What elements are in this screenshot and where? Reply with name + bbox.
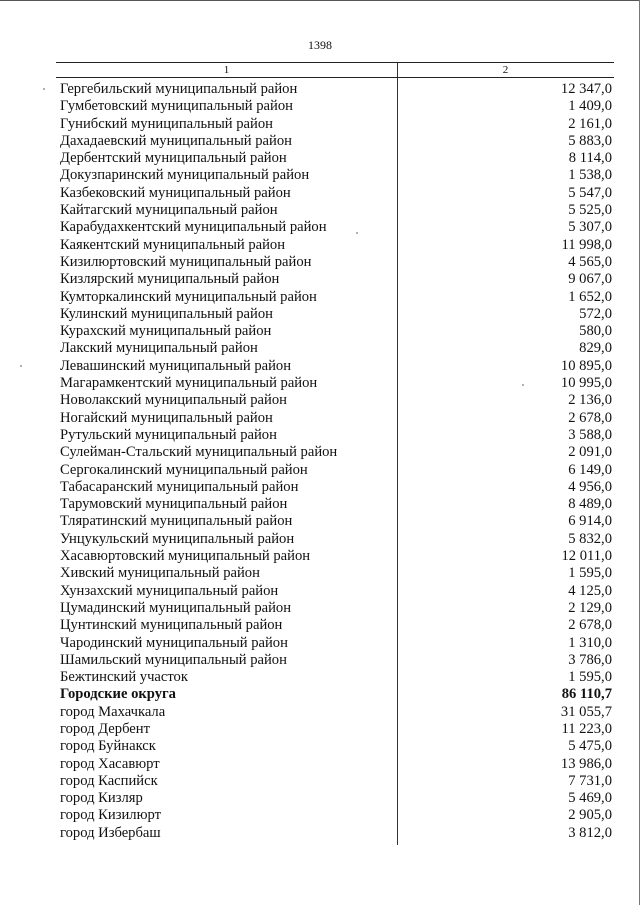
row-value: 11 998,0 [561,236,612,253]
row-value: 5 525,0 [568,202,612,219]
table-row [56,721,614,738]
row-name: Гергебильский муниципальный район [60,81,298,97]
table-row [56,565,614,582]
table-row [56,81,614,98]
table-row [56,738,614,755]
table-row [56,392,614,409]
row-name: Унцукульский муниципальный район [60,530,295,547]
row-name: Городские округа [60,686,176,703]
row-name: Хасавюртовский муниципальный район [60,548,311,565]
row-name: Казбековский муниципальный район [60,184,291,201]
row-name: Кумторкалинский муниципальный район [60,288,317,305]
row-value: 3 812,0 [568,824,612,841]
row-value: 6 149,0 [568,461,612,478]
row-name: Новолакский муниципальный район [60,392,287,409]
table-row [56,617,614,634]
row-name: Кизлярский муниципальный район [60,271,280,288]
table-row [56,271,614,288]
row-name: Цунтинский муниципальный район [60,617,283,634]
column-header-1: 1 [223,64,230,76]
row-name: Лакский муниципальный район [60,340,258,357]
row-name: Сергокалинский муниципальный район [60,461,308,478]
row-name: Каякентский муниципальный район [60,236,286,253]
row-name: город Кизилюрт [60,807,161,824]
row-value: 1 595,0 [568,669,612,686]
row-value: 3 588,0 [568,426,612,443]
row-name: Бежтинский участок [60,669,188,686]
row-value: 2 129,0 [568,599,612,616]
row-value: 580,0 [579,323,612,340]
row-value: 5 469,0 [568,790,612,807]
row-value: 2 905,0 [568,807,612,824]
table-row [56,306,614,323]
table-row [56,669,614,686]
table-row [56,807,614,824]
table-row [56,375,614,392]
table-row [56,427,614,444]
table-row [56,133,614,150]
row-name: Хивский муниципальный район [60,565,260,582]
table-row [56,185,614,202]
row-value: 5 475,0 [568,738,612,755]
table-row [56,358,614,375]
table-row [56,462,614,479]
row-name: Левашинский муниципальный район [60,357,292,374]
row-value: 829,0 [579,340,612,357]
table-row [56,583,614,600]
row-value: 2 136,0 [568,392,612,409]
table-row [56,323,614,340]
row-value: 2 678,0 [568,409,612,426]
row-name: Чародинский муниципальный район [60,634,288,651]
row-name: Дербентский муниципальный район [60,150,287,167]
row-value: 1 409,0 [568,98,612,115]
row-value: 13 986,0 [560,755,612,772]
table-header-row [56,63,614,77]
row-name: город Махачкала [60,703,166,720]
row-value: 2 091,0 [568,444,612,461]
row-name: Дахадаевский муниципальный район [60,132,292,149]
row-name: Гунибский муниципальный район [60,115,273,132]
table-row [56,219,614,236]
table-row [56,635,614,652]
table-row [56,167,614,184]
row-value: 7 731,0 [568,772,612,789]
row-name: Цумадинский муниципальный район [60,599,292,616]
table-row [56,340,614,357]
table-row [56,531,614,548]
row-value: 4 125,0 [568,582,612,599]
row-value: 31 055,7 [560,703,612,720]
table-row [56,600,614,617]
row-value: 5 307,0 [568,219,612,236]
scan-speck [43,88,45,90]
table-body [56,81,614,842]
row-name: Сулейман-Стальский муниципальный район [60,444,338,461]
row-name: город Хасавюрт [60,755,160,772]
row-name: Кайтагский муниципальный район [60,202,278,219]
table-row [56,756,614,773]
table-row [56,773,614,790]
table-row [56,444,614,461]
row-value: 3 786,0 [568,651,612,668]
row-value: 12 011,0 [561,548,612,565]
table-row [56,98,614,115]
row-name: Карабудахкентский муниципальный район [60,219,327,236]
row-name: Курахский муниципальный район [60,323,272,340]
row-value: 5 547,0 [568,184,612,201]
row-value: 1 595,0 [568,565,612,582]
row-name: Гумбетовский муниципальный район [60,98,293,115]
row-name: город Каспийск [60,772,158,789]
row-name: город Избербаш [60,824,161,841]
scan-speck [20,365,22,367]
table-row [56,150,614,167]
table-row [56,704,614,721]
budget-table [56,62,614,842]
row-name: город Дербент [60,720,150,737]
table-row [56,479,614,496]
row-value: 11 223,0 [561,720,612,737]
row-value: 86 110,7 [561,686,612,703]
row-value: 572,0 [579,305,612,322]
row-name: Тляратинский муниципальный район [60,513,293,530]
row-value: 1 538,0 [568,167,612,184]
row-value: 5 832,0 [568,530,612,547]
row-name: Тарумовский муниципальный район [60,496,288,513]
page-frame-top [0,0,640,1]
table-row [56,289,614,306]
row-name: Табасаранский муниципальный район [60,478,299,495]
row-name: Докузпаринский муниципальный район [60,167,310,184]
table-row [56,202,614,219]
row-name: город Буйнакск [60,738,156,755]
row-value: 1 652,0 [568,288,612,305]
row-value: 8 489,0 [568,496,612,513]
row-name: Рутульский муниципальный район [60,426,277,443]
row-value: 1 310,0 [568,634,612,651]
row-name: Кизилюртовский муниципальный район [60,253,312,270]
table-section-row [56,686,614,703]
row-value: 2 678,0 [568,617,612,634]
table-row [56,237,614,254]
table-row [56,410,614,427]
table-row [56,513,614,530]
table-header-rule [56,77,614,78]
row-value: 10 895,0 [560,357,612,374]
table-row [56,652,614,669]
row-value: 2 161,0 [568,115,612,132]
row-value: 8 114,0 [568,150,612,167]
row-value: 4 565,0 [568,253,612,270]
table-row [56,254,614,271]
row-name: Хунзахский муниципальный район [60,582,279,599]
row-value: 9 067,0 [568,271,612,288]
table-row [56,790,614,807]
table-row [56,116,614,133]
row-value: 10 995,0 [560,375,612,392]
row-value: 6 914,0 [568,513,612,530]
row-name: Кулинский муниципальный район [60,305,273,322]
table-row [56,496,614,513]
scan-speck [522,384,524,386]
column-header-2: 2 [502,64,509,76]
row-name: Ногайский муниципальный район [60,409,273,426]
row-name: Магарамкентский муниципальный район [60,375,318,392]
table-row [56,548,614,565]
row-value: 12 347,0 [560,81,612,97]
row-value: 5 883,0 [568,132,612,149]
page-number: 1398 [308,38,332,52]
row-value: 4 956,0 [568,478,612,495]
table-row [56,825,614,842]
row-name: Шамильский муниципальный район [60,651,287,668]
row-name: город Кизляр [60,790,143,807]
scan-speck [356,232,358,234]
